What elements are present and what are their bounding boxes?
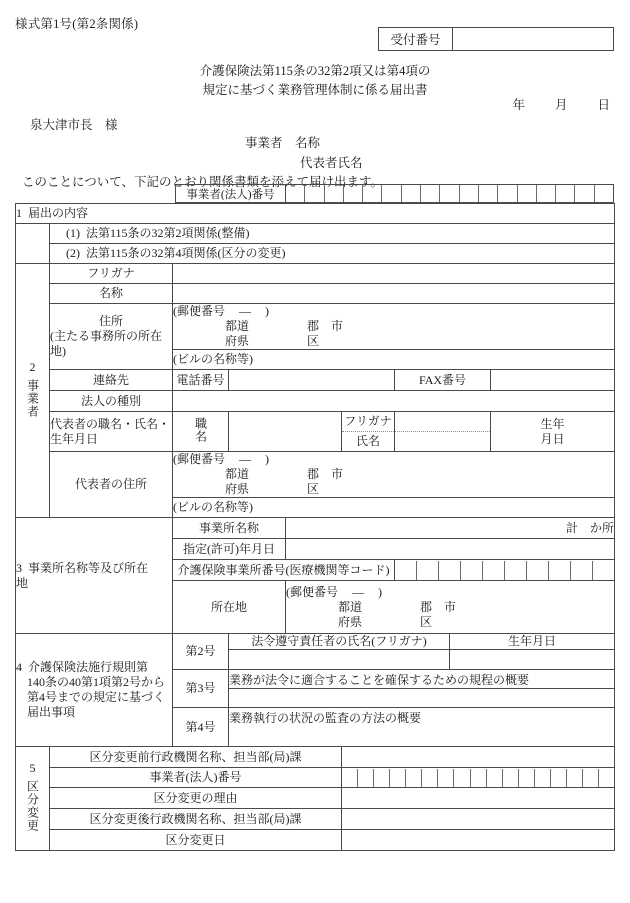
section2-rep-furigana-label: フリガナ	[342, 412, 394, 432]
section1-title: 届出の内容	[28, 206, 89, 220]
section3-officenumber-boxes[interactable]	[395, 561, 614, 580]
section2-postal-label: (郵便番号	[173, 304, 225, 318]
section2-furigana-label: フリガナ	[50, 264, 173, 284]
section2-tel-value[interactable]	[229, 370, 395, 391]
section3-title-l1	[16, 561, 172, 576]
office-number-cell[interactable]	[483, 561, 505, 580]
section1-title-row	[16, 204, 615, 224]
corporate-number-cell[interactable]	[454, 769, 470, 787]
corporate-number-cell[interactable]	[374, 769, 390, 787]
corporate-number-cell[interactable]	[422, 769, 438, 787]
form-code: 様式第1号(第2条関係)	[15, 17, 139, 31]
office-number-cell[interactable]	[461, 561, 483, 580]
section2-address-label-l1: 住所	[98, 314, 123, 328]
corporate-number-cell[interactable]	[460, 185, 479, 202]
office-number-cell[interactable]	[439, 561, 461, 580]
section2-city-b: 区	[307, 334, 320, 348]
corporate-number-cell[interactable]	[556, 185, 575, 202]
corporate-number-cell[interactable]	[363, 185, 382, 202]
section2-rep-name-label: 氏名	[355, 434, 380, 448]
section2-corptype-value[interactable]	[173, 391, 615, 412]
receipt-number-box	[378, 27, 614, 51]
corporate-number-cell[interactable]	[537, 185, 556, 202]
section2-vertical-label	[16, 264, 50, 518]
addressee: 泉大津市長 様	[30, 118, 118, 132]
section2-rep-name-values[interactable]	[395, 412, 491, 452]
section3-total-label: 計 か所	[566, 520, 615, 535]
section2-pref-line-2	[173, 334, 614, 349]
section2-rep-job-value[interactable]	[229, 412, 342, 452]
office-number-cell[interactable]	[395, 561, 417, 580]
section1-item-2[interactable]	[50, 244, 615, 264]
section3-officename-label: 事業所名称	[173, 518, 286, 539]
office-number-cell[interactable]	[417, 561, 439, 580]
corporate-number-cell[interactable]	[519, 769, 535, 787]
section5-label-2: 事業者(法人)番号	[50, 768, 342, 788]
section3-pref-b: 府県	[338, 614, 363, 629]
section5-row-2	[16, 768, 615, 788]
section2-pref-a: 都道	[225, 319, 250, 333]
section5-label-3: 区分変更の理由	[50, 788, 342, 809]
section2-rep-postal-label: (郵便番号	[173, 452, 225, 466]
section3-officenumber-boxes-cell[interactable]	[395, 560, 615, 581]
receipt-number-label: 受付番号	[379, 28, 453, 50]
section2-rep-pref-a: 都道	[225, 467, 250, 481]
section5-boxes-cell[interactable]	[342, 768, 615, 788]
corporate-number-cell[interactable]	[325, 185, 344, 202]
section2-rep-city-b: 区	[307, 482, 320, 496]
section2-pref-line-1	[173, 319, 614, 334]
section2-rep-pref-b: 府県	[225, 482, 250, 496]
corporate-number-cell[interactable]	[498, 185, 517, 202]
corporate-number-cell[interactable]	[406, 769, 422, 787]
office-number-cell[interactable]	[593, 561, 614, 580]
section2-corptype-row	[16, 391, 615, 412]
section5-vertical-text: 区分変更	[25, 780, 40, 832]
section2-rep-city-a: 郡 市	[307, 467, 344, 481]
corporate-number-cell[interactable]	[342, 769, 358, 787]
section1-item1-row	[16, 224, 615, 244]
date-year-label: 年	[512, 98, 525, 112]
section2-address-row	[16, 304, 615, 350]
document-title-line1: 介護保険法第115条の32第2項又は第4項の	[199, 64, 431, 78]
corporate-number-cell[interactable]	[479, 185, 498, 202]
section5-row-4	[16, 809, 615, 830]
section2-representative-row	[16, 412, 615, 452]
section2-rep-building-label[interactable]: (ビルの名称等)	[173, 498, 615, 518]
corporate-number-strip	[175, 184, 614, 203]
corporate-number-cell[interactable]	[421, 185, 440, 202]
section4-title-text1: 介護保険法施行規則第	[28, 660, 149, 674]
section2-rep-birth-l2: 月日	[540, 431, 565, 446]
corporate-number-cell[interactable]	[344, 185, 363, 202]
receipt-number-field[interactable]	[453, 28, 613, 50]
section3-title-cell	[16, 518, 173, 634]
corporate-number-cell[interactable]	[382, 185, 401, 202]
office-number-cell[interactable]	[505, 561, 527, 580]
section1-item2-row	[16, 244, 615, 264]
corporate-number-cell[interactable]	[471, 769, 487, 787]
section5-label-4: 区分変更後行政機関名称、担当部(局)課	[50, 809, 342, 830]
section3-designation-value[interactable]	[286, 539, 615, 560]
date-day-label: 日	[597, 98, 610, 112]
section4-item2-header-right: 生年月日	[450, 634, 615, 650]
office-number-cell[interactable]	[571, 561, 593, 580]
section1-item1-marker: (1)	[66, 226, 80, 240]
section2-corptype-label: 法人の種別	[50, 391, 173, 412]
section4-marker-item3: 第3号	[173, 670, 229, 708]
section5-row-5	[16, 830, 615, 851]
section5-label-5: 区分変更日	[50, 830, 342, 851]
document-title-line2: 規定に基づく業務管理体制に係る届出書	[202, 83, 428, 97]
section2-pref-b: 府県	[225, 334, 250, 348]
section3-officename-row	[16, 518, 615, 539]
section1-item-1[interactable]	[50, 224, 615, 244]
corporate-number-cell[interactable]	[440, 185, 459, 202]
section2-fax-value[interactable]	[491, 370, 615, 391]
section2-tel-label: 電話番号	[173, 370, 229, 391]
section2-rep-address-row	[16, 452, 615, 498]
section3-location-label: 所在地	[173, 581, 286, 634]
section2-postal-dash: —	[239, 304, 251, 318]
corporate-number-cell[interactable]	[390, 769, 406, 787]
section2-name-row	[16, 284, 615, 304]
date-line	[512, 95, 610, 113]
section4-item4-text[interactable]: 業務執行の状況の監査の方法の概要	[229, 708, 615, 747]
section5-value-3[interactable]	[342, 788, 615, 809]
section2-name-value[interactable]	[173, 284, 615, 304]
section1-title-cell	[16, 204, 615, 224]
corporate-number-cell[interactable]	[487, 769, 503, 787]
section1-item1-text: 法第115条の32第2項関係(整備)	[86, 226, 250, 240]
corporate-number-cell[interactable]	[551, 769, 567, 787]
section3-postal-label: (郵便番号	[286, 584, 338, 599]
section2-address-label-l3: 地)	[50, 344, 66, 358]
corporate-number-cell[interactable]	[503, 769, 519, 787]
corporate-number-cell[interactable]	[286, 185, 305, 202]
date-month-label: 月	[554, 98, 568, 112]
section5-number: 5	[29, 761, 36, 775]
section2-rep-birth-l1: 生年	[540, 416, 565, 431]
corporate-number-cell[interactable]	[305, 185, 324, 202]
section2-rep-job-label: 職名	[173, 412, 229, 452]
section3-pref-line-1	[286, 600, 614, 615]
section5-value-5[interactable]	[342, 830, 615, 851]
section1-item2-marker: (2)	[66, 246, 80, 260]
intro-text: このことについて、下記のとおり関係書類を添えて届け出ます。	[22, 175, 384, 189]
section2-furigana-value[interactable]	[173, 264, 615, 284]
section3-officenumber-label: 介護保険事業所番号(医療機関等コード)	[173, 560, 395, 581]
section2-contact-label: 連絡先	[50, 370, 173, 391]
section3-title-text1: 事業所名称等及び所在	[28, 560, 149, 575]
corporate-number-cell[interactable]	[567, 769, 583, 787]
section2-rep-address-label: 代表者の住所	[50, 452, 173, 518]
section2-name-label: 名称	[50, 284, 173, 304]
section2-rep-address-value[interactable]	[173, 452, 615, 498]
section3-postal-dash: —	[352, 584, 364, 599]
section2-rep-pref-line-2	[173, 482, 614, 497]
section3-pref-line-2	[286, 615, 614, 630]
section5-row-3	[16, 788, 615, 809]
section3-title-l2: 地	[16, 575, 29, 590]
section2-rep-name-value[interactable]	[395, 432, 490, 450]
section4-row2-header	[16, 634, 615, 650]
section2-furigana-row	[16, 264, 615, 284]
section4-title-l3: 第4号までの規定に基づく	[27, 690, 166, 704]
corporate-number-cell[interactable]	[402, 185, 421, 202]
section2-contact-row	[16, 370, 615, 391]
section3-city-a: 郡 市	[420, 599, 457, 614]
section2-postal-close: )	[265, 304, 269, 318]
section3-officename-value[interactable]	[286, 518, 615, 539]
section2-rep-postal-close: )	[265, 452, 269, 466]
corporate-number-cell[interactable]	[358, 769, 374, 787]
section2-rep-label-l2: 生年月日	[50, 431, 99, 446]
entity-name-label: 事業者 名称	[245, 136, 321, 150]
section4-item2-value-left[interactable]	[229, 650, 450, 670]
representative-name-label: 代表者氏名	[300, 156, 363, 170]
section4-title-l2: 140条の40第1項第2号から	[27, 675, 166, 689]
section4-item2-value-right[interactable]	[450, 650, 615, 670]
section2-rep-birth-label	[491, 412, 615, 452]
corporate-number-cell[interactable]	[438, 769, 454, 787]
section2-address-label-l2: (主たる事務所の所在	[50, 329, 162, 343]
section2-rep-postal-line	[173, 452, 614, 467]
section2-rep-furigana-value[interactable]	[395, 413, 490, 432]
section2-city-a: 郡 市	[307, 319, 344, 333]
section2-number: 2	[29, 359, 36, 374]
section2-address-label	[50, 304, 173, 370]
corporate-number-cell[interactable]	[575, 185, 594, 202]
section5-vertical-label	[16, 747, 50, 851]
section2-address-value[interactable]	[173, 304, 615, 350]
corporate-number-cell[interactable]	[535, 769, 551, 787]
section1-item2-text: 法第115条の32第4項関係(区分の変更)	[86, 246, 286, 260]
corporate-number-cell[interactable]	[595, 185, 613, 202]
section4-number: 4	[16, 660, 22, 674]
corporate-number-cell[interactable]	[518, 185, 537, 202]
section4-title-l4: 届出事項	[27, 705, 76, 719]
section3-designation-label: 指定(許可)年月日	[173, 539, 286, 560]
section2-rep-pref-line-1	[173, 467, 614, 482]
section2-rep-label-l1: 代表者の職名・氏名・	[50, 416, 171, 431]
section3-location-value[interactable]	[286, 581, 615, 634]
section2-rep-name-labels	[342, 412, 395, 452]
office-number-cell[interactable]	[527, 561, 549, 580]
section4-item3-value[interactable]	[229, 689, 615, 708]
section5-row-1	[16, 747, 615, 768]
section3-postal-line	[286, 585, 614, 600]
section3-postal-close: )	[378, 584, 382, 599]
section2-fax-label: FAX番号	[395, 370, 491, 391]
corporate-number-cell[interactable]	[599, 769, 614, 787]
corporate-number-boxes[interactable]	[286, 185, 613, 202]
section4-marker-item4: 第4号	[173, 708, 229, 747]
section3-number: 3	[16, 560, 22, 575]
entity-signature-block	[245, 133, 363, 173]
section4-item3-text: 業務が法令に適合することを確保するための規程の概要	[229, 670, 615, 689]
section2-rep-postal-dash: —	[239, 452, 251, 466]
office-number-cell[interactable]	[549, 561, 571, 580]
section5-corporate-number-boxes[interactable]	[342, 769, 614, 787]
section5-label-1: 区分変更前行政機関名称、担当部(局)課	[50, 747, 342, 768]
section5-value-4[interactable]	[342, 809, 615, 830]
corporate-number-cell[interactable]	[583, 769, 599, 787]
section2-building-label[interactable]: (ビルの名称等)	[173, 350, 615, 370]
section4-title-cell	[16, 634, 173, 747]
section3-pref-a: 都道	[338, 599, 363, 614]
section2-rep-label	[50, 412, 173, 452]
main-form-table	[15, 203, 615, 851]
section2-postal-line	[173, 304, 614, 319]
section1-number: 1	[16, 206, 22, 220]
section3-city-b: 区	[420, 614, 433, 629]
section4-item2-header-left: 法令遵守責任者の氏名(フリガナ)	[229, 634, 450, 650]
section1-spacer-cell	[16, 224, 50, 264]
section2-vertical-text: 事業者	[25, 378, 40, 418]
corporate-number-label: 事業者(法人)番号	[176, 185, 286, 202]
section4-title-l1	[16, 660, 172, 675]
section5-value-1[interactable]	[342, 747, 615, 768]
section4-marker-item2: 第2号	[173, 634, 229, 670]
